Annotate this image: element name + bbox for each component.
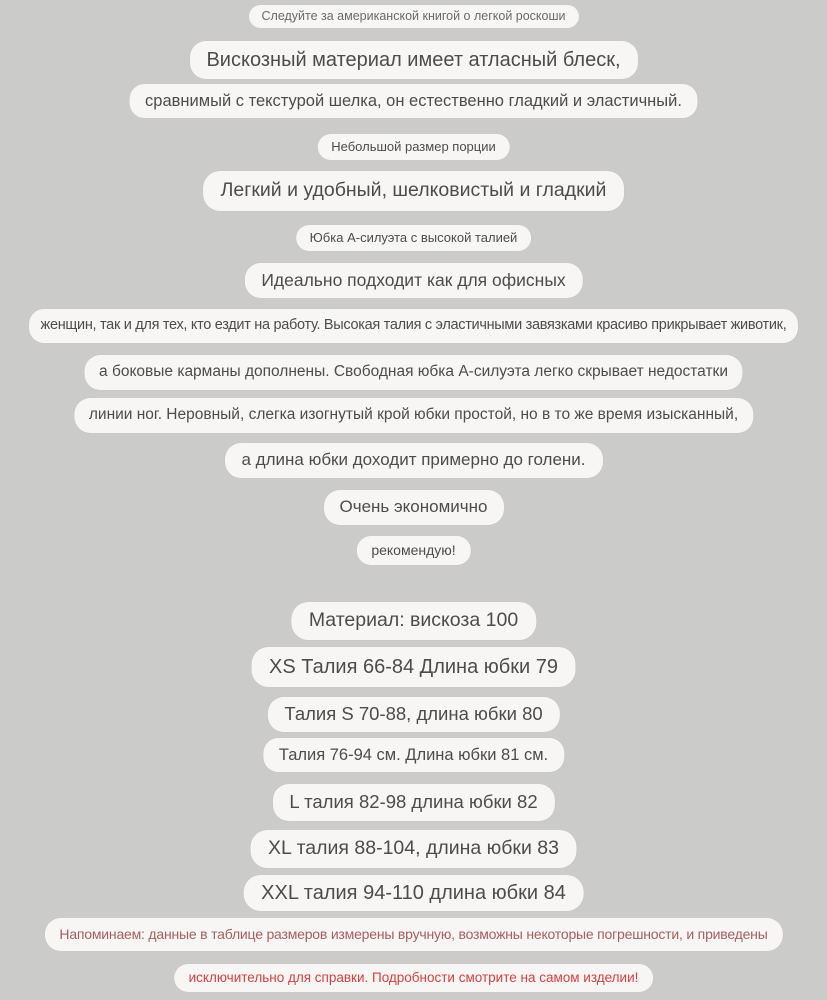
recommend-pill: рекомендую!	[356, 536, 470, 565]
skirt-style-pill: Юбка А-силуэта с высокой талией	[296, 225, 532, 251]
economy-pill: Очень экономично	[324, 490, 504, 525]
size-row-m: Талия 76-94 см. Длина юбки 81 см.	[263, 738, 564, 772]
size-row-xl: XL талия 88-104, длина юбки 83	[250, 830, 577, 868]
disclaimer-line-2: исключительно для справки. Подробности смотрите на самом изделии!	[174, 964, 654, 992]
fit-intro-pill: Идеально подходит как для офисных	[244, 263, 582, 298]
size-row-s: Талия S 70-88, длина юбки 80	[267, 697, 559, 732]
material-pill: Материал: вискоза 100	[291, 602, 536, 640]
size-row-xxl: XXL талия 94-110 длина юбки 84	[243, 875, 584, 911]
tagline-pill: Следуйте за американской книгой о легкой роскоши	[248, 5, 578, 28]
size-row-l: L талия 82-98 длина юбки 82	[272, 784, 554, 821]
size-row-xs: XS Талия 66-84 Длина юбки 79	[251, 647, 576, 687]
headline-pill: Вискозный материал имеет атласный блеск,	[189, 41, 637, 79]
skirt-length-pill: а длина юбки доходит примерно до голени.	[224, 443, 602, 478]
fit-detail-pill-2: а боковые карманы дополнены. Свободная юбка А-силуэта легко скрывает недостатки	[84, 355, 743, 390]
comfort-pill: Легкий и удобный, шелковистый и гладкий	[203, 171, 625, 211]
fit-detail-pill-3: линии ног. Неровный, слегка изогнутый крой юбки простой, но в то же время изысканный,	[74, 398, 753, 433]
small-note-pill: Небольшой размер порции	[317, 134, 510, 160]
disclaimer-line-1: Напоминаем: данные в таблице размеров измерены вручную, возможны некоторые погрешности, и приведены	[44, 918, 782, 951]
fit-detail-pill-1: женщин, так и для тех, кто ездит на работу. Высокая талия с эластичными завязками красиво прикрывает животик,	[29, 309, 799, 343]
texture-desc-pill: сравнимый с текстурой шелка, он естественно гладкий и эластичный.	[129, 84, 698, 118]
